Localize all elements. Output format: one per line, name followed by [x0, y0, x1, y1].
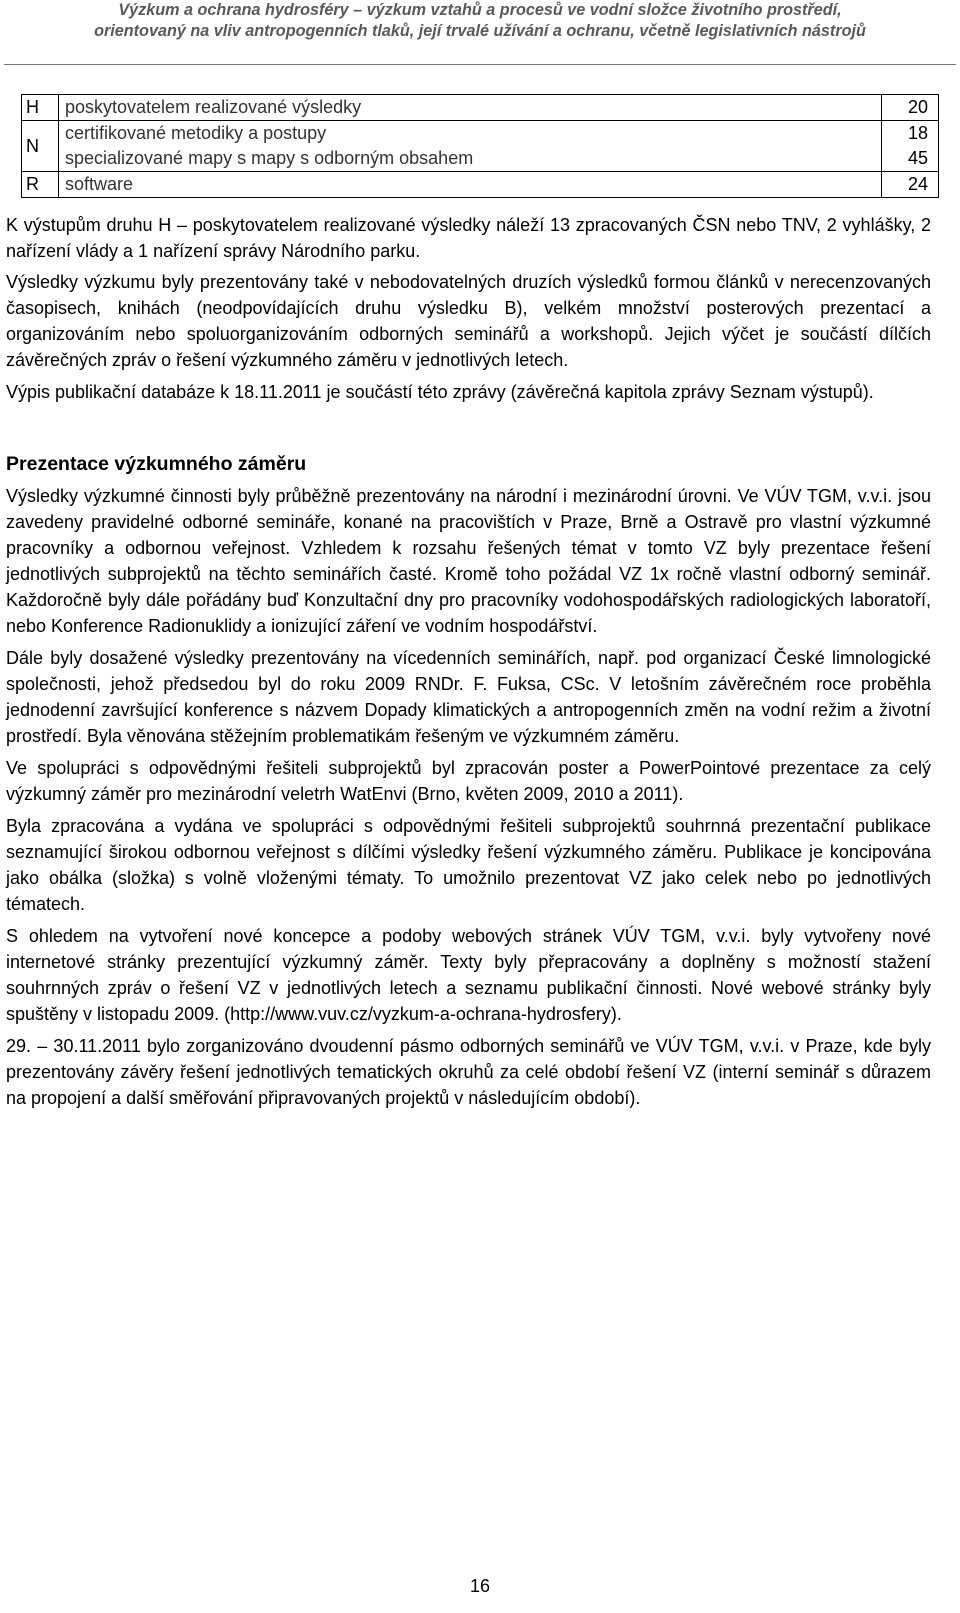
- row-value: 24: [882, 172, 939, 198]
- table-row: [22, 146, 939, 172]
- table-row: [22, 172, 939, 198]
- row-value: 20: [882, 95, 939, 121]
- row-code: N: [22, 121, 59, 172]
- paragraph-website: S ohledem na vytvoření nové koncepce a podoby webových stránek VÚV TGM, v.v.i. byly vytvořeny nové internetové stránky prezentující výzkumný záměr. Texty byly přepracovány a doplněny s možností stažení souhrnných zpráv o řešení VZ v jednotlivých letech a seznamu publikační činnosti. Nové webové stránky byly spuštěny v listopadu 2009. (http://www.vuv.cz/vyzkum-a-ochrana-hydrosfery).: [6, 926, 931, 1024]
- row-label: poskytovatelem realizované výsledky: [59, 95, 882, 121]
- page-number: 16: [469, 1576, 491, 1596]
- table-row: [22, 95, 939, 121]
- section-title: Prezentace výzkumného záměru: [6, 453, 307, 475]
- row-label: software: [59, 172, 882, 198]
- row-label: certifikované metodiky a postupy: [59, 121, 882, 147]
- header-divider: [4, 64, 956, 65]
- table-row: [22, 121, 939, 147]
- header-line-2: orientovaný na vliv antropogenních tlaků, její trvalé užívání a ochranu, včetně legislativních nástrojů: [94, 22, 866, 40]
- row-value: 18: [882, 121, 939, 147]
- page-header: [0, 0, 960, 42]
- main-content: [6, 212, 931, 1116]
- paragraph-conferences: Dále byly dosažené výsledky prezentovány na vícedenních seminářích, např. pod organizací České limnologické společnosti, jehož předsedou byl do roku 2009 RNDr. F. Fuksa, CSc. V letošním závěrečném roce proběhla jednodenní završující konference s názvem Dopady klimatických a antropogenních změn na vodní režim a životní prostředí. Byla věnována stěžejním problematikám řešeným ve výzkumném záměru.: [6, 648, 931, 746]
- paragraph-outputs-h: K výstupům druhu H – poskytovatelem realizované výsledky náleží 13 zpracovaných ČSN nebo TNV, 2 vyhlášky, 2 nařízení vlády a 1 nařízení správy Národního parku.: [6, 215, 931, 261]
- header-line-1: Výzkum a ochrana hydrosféry – výzkum vztahů a procesů ve vodní složce životního prostředí,: [118, 1, 842, 19]
- row-code: R: [22, 172, 59, 198]
- paragraph-publication: Byla zpracována a vydána ve spolupráci s odpovědnými řešiteli subprojektů souhrnná prezentační publikace seznamující širokou odbornou veřejnost s dílčími výsledky řešení výzkumného záměru. Publikace je koncipována jako obálka (složka) s volně vloženými tématy. To umožnilo prezentovat VZ jako celek nebo po jednotlivých tématech.: [6, 816, 931, 914]
- row-value: 45: [882, 146, 939, 172]
- paragraph-publication-list: Výpis publikační databáze k 18.11.2011 je součástí této zprávy (závěrečná kapitola zprávy Seznam výstupů).: [6, 382, 874, 402]
- paragraph-poster: Ve spolupráci s odpovědnými řešiteli subprojektů byl zpracován poster a PowerPointové prezentace za celý výzkumný záměr pro mezinárodní veletrh WatEnvi (Brno, květen 2009, 2010 a 2011).: [6, 758, 931, 804]
- paragraph-seminars: Výsledky výzkumné činnosti byly průběžně prezentovány na národní i mezinárodní úrovni. Ve VÚV TGM, v.v.i. jsou zavedeny pravidelné odborné semináře, konané na pracovištích v Praze, Brně a Ostravě pro vlastní výzkumné pracovníky a odbornou veřejnost. Vzhledem k rozsahu řešených témat v tomto VZ byly prezentace řešení jednotlivých subprojektů na těchto seminářích časté. Kromě toho požádal VZ 1x ročně vlastní odborný seminář. Každoročně byly dále pořádány buď Konzultační dny pro pracovníky vodohospodářských radiologických laboratoří, nebo Konference Radionuklidy a ionizující záření ve vodním hospodářství.: [6, 486, 931, 636]
- row-code: H: [22, 95, 59, 121]
- results-table: [21, 94, 939, 198]
- row-label: specializované mapy s mapy s odborným obsahem: [59, 146, 882, 172]
- paragraph-presentation-results: Výsledky výzkumu byly prezentovány také v nebodovatelných druzích výsledků formou článků v nerecenzovaných časopisech, knihách (neodpovídajících druhu výsledku B), velkém množství posterových prezentací a organizováním nebo spoluorganizováním odborných seminářů a workshopů. Jejich výčet je součástí dílčích závěrečných zpráv o řešení výzkumného záměru v jednotlivých letech.: [6, 272, 931, 370]
- paragraph-final-seminar: 29. – 30.11.2011 bylo zorganizováno dvoudenní pásmo odborných seminářů ve VÚV TGM, v.v.i. v Praze, kde byly prezentovány závěry řešení jednotlivých tematických okruhů za celé období řešení VZ (interní seminář s důrazem na propojení a další směřování připravovaných projektů v následujícím období).: [6, 1036, 931, 1108]
